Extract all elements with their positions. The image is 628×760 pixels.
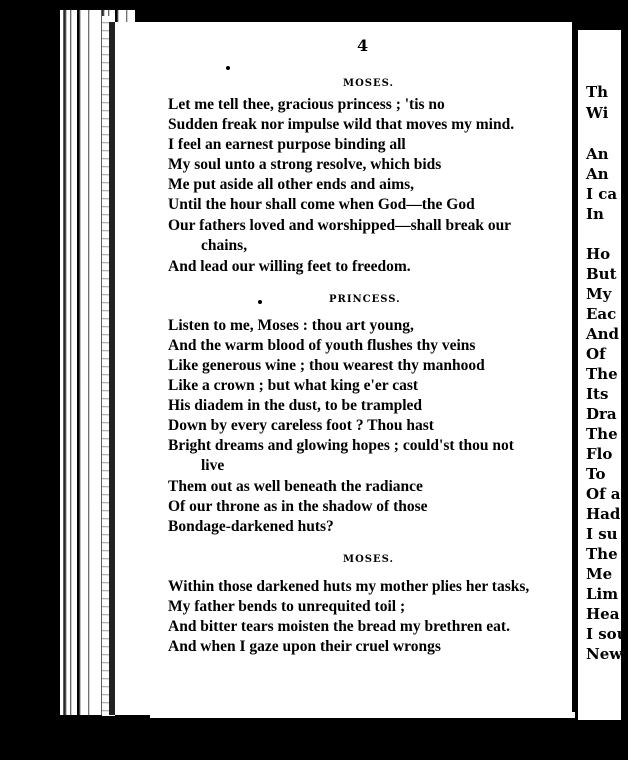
page-edge (102, 16, 115, 716)
verse-line: And bitter tears moisten the bread my brethren eat. (168, 618, 510, 635)
verse-line: And when I gaze upon their cruel wrongs (168, 638, 441, 655)
page-bottom-edge (150, 712, 575, 718)
facing-line-fragment: Hea (586, 605, 620, 623)
verse-line-continuation: live (201, 457, 225, 474)
facing-line-fragment: Its (586, 385, 609, 403)
facing-line-fragment: The (586, 545, 618, 563)
verse-line: Sudden freak nor impulse wild that moves my mind. (168, 116, 515, 133)
facing-line-fragment: Flo (586, 445, 613, 463)
verse-line: Within those darkened huts my mother plies her tasks, (168, 578, 530, 595)
facing-line-fragment: I ca (586, 185, 618, 203)
verse-line: Until the hour shall come when God—the God (168, 196, 475, 213)
verse-line: Our fathers loved and worshipped—shall break our (168, 217, 512, 234)
facing-line-fragment: Wi (586, 104, 609, 122)
verse-line: I feel an earnest purpose binding all (168, 136, 406, 153)
verse-line: Bright dreams and glowing hopes ; could'st thou not (168, 437, 514, 454)
facing-line-fragment: I su (586, 525, 618, 543)
verse-line: Like generous wine ; thou wearest thy manhood (168, 357, 485, 374)
facing-line-fragment: New (586, 645, 623, 663)
facing-line-fragment: The (586, 365, 618, 383)
facing-line-fragment: Dra (586, 405, 617, 423)
speck (258, 300, 262, 304)
verse-line: Of our throne as in the shadow of those (168, 498, 428, 515)
speck (226, 66, 230, 70)
facing-line-fragment: Had (586, 505, 621, 523)
verse-line: My soul unto a strong resolve, which bids (168, 156, 442, 173)
facing-page-fragment (575, 30, 628, 720)
facing-line-fragment: Of (586, 345, 606, 363)
facing-line-fragment: Of a (586, 485, 621, 503)
facing-line-fragment: To (586, 465, 606, 483)
verse-line: My father bends to unrequited toil ; (168, 598, 406, 615)
facing-line-fragment: An (586, 165, 609, 183)
facing-line-fragment: Th (586, 83, 609, 101)
verse-line: Me put aside all other ends and aims, (168, 176, 415, 193)
speaker-heading: MOSES. (343, 554, 394, 565)
facing-line-fragment: But (586, 265, 617, 283)
verse-line: Like a crown ; but what king e'er cast (168, 377, 419, 394)
facing-line-fragment: Me (586, 565, 613, 583)
verse-line: Them out as well beneath the radiance (168, 478, 423, 495)
verse-line-continuation: chains, (201, 237, 248, 254)
speaker-heading: PRINCESS. (329, 294, 401, 305)
verse-line: Down by every careless foot ? Thou hast (168, 417, 434, 434)
facing-line-fragment: In (586, 205, 604, 223)
facing-line-fragment: I sou (586, 625, 628, 643)
facing-line-fragment: The (586, 425, 618, 443)
facing-line-fragment: An (586, 145, 609, 163)
verse-line: Listen to me, Moses : thou art young, (168, 317, 414, 334)
verse-line: Bondage-darkened huts? (168, 518, 334, 535)
verse-line: And lead our willing feet to freedom. (168, 258, 411, 275)
verse-line: And the warm blood of youth flushes thy veins (168, 337, 476, 354)
facing-line-fragment: And (586, 325, 620, 343)
facing-line-fragment: Lim (586, 585, 619, 603)
facing-line-fragment: Ho (586, 245, 611, 263)
page-number: 4 (357, 36, 369, 55)
facing-line-fragment: My (586, 285, 612, 303)
facing-line-fragment: Eac (586, 305, 617, 323)
verse-line: Let me tell thee, gracious princess ; 'tis no (168, 96, 445, 113)
verse-line: His diadem in the dust, to be trampled (168, 397, 423, 414)
speaker-heading: MOSES. (343, 78, 394, 89)
